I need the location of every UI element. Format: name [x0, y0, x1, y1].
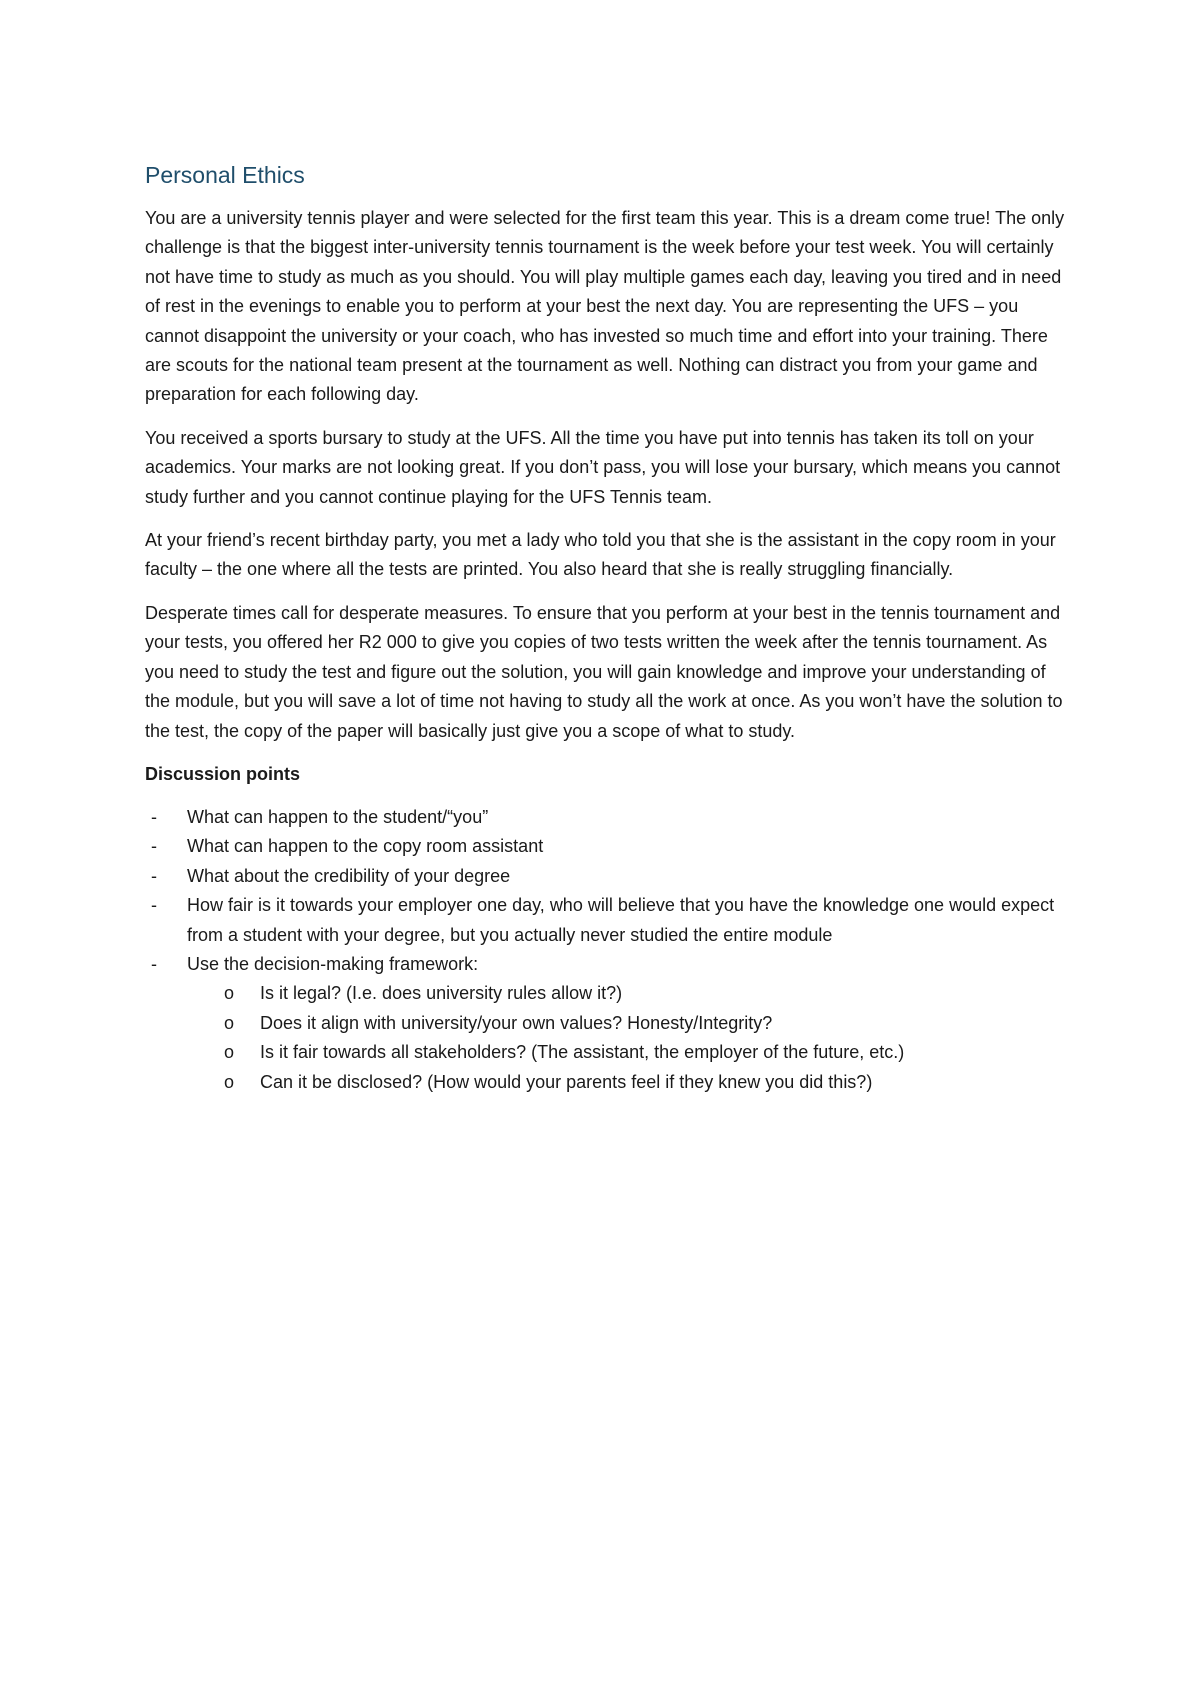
dash-bullet: - [151, 865, 157, 886]
discussion-heading: Discussion points [145, 763, 301, 784]
circle-bullet: o [224, 1071, 235, 1092]
dash-bullet: - [151, 953, 157, 974]
paragraph-intro: You are a university tennis player and were selected for the first team this year. This is a dream come true! The only challenge is that the biggest inter-university tennis tournament is the week before your test week. You will certainly not have time to study as much as you should. You will play multiple games each day, leaving you tired and in need of rest in the evenings to enable you to perform at your best the next day. You are representing the UFS – you cannot disappoint the university or your coach, who has invested so much time and effort into your training. There are scouts for the national team present at the tournament as well. Nothing can distract you from your game and preparation for each following day. [145, 208, 1065, 405]
sub-list-item-text: Does it align with university/your own values? Honesty/Integrity? [260, 1012, 773, 1033]
circle-bullet: o [224, 1042, 235, 1063]
dash-bullet: - [151, 806, 157, 827]
sub-list-item [145, 1009, 1065, 1038]
circle-bullet: o [224, 1012, 235, 1033]
list-item-text: How fair is it towards your employer one day, who will believe that you have the knowledge one would expect from a student with your degree, but you actually never studied the entire module [187, 895, 1055, 945]
document-page [145, 160, 1065, 1097]
sub-list-item-text: Is it fair towards all stakeholders? (The assistant, the employer of the future, etc.) [260, 1042, 905, 1063]
list-item [145, 862, 1065, 891]
list-item [145, 891, 1065, 950]
dash-bullet: - [151, 836, 157, 857]
list-item-text: What can happen to the copy room assistant [187, 836, 544, 857]
list-item [145, 803, 1065, 832]
list-item-text: What about the credibility of your degree [187, 865, 511, 886]
sub-list-item [145, 1038, 1065, 1067]
list-item-text: What can happen to the student/“you” [187, 806, 489, 827]
framework-list [145, 979, 1065, 1097]
sub-list-item-text: Is it legal? (I.e. does university rules allow it?) [260, 983, 623, 1004]
document-title: Personal Ethics [145, 162, 305, 188]
list-item-text: Use the decision-making framework: [187, 953, 479, 974]
paragraph-party: At your friend’s recent birthday party, you met a lady who told you that she is the assistant in the copy room in your faculty – the one where all the tests are printed. You also heard that she is really struggling financially. [145, 530, 1056, 580]
dash-bullet: - [151, 895, 157, 916]
discussion-list [145, 803, 1065, 979]
circle-bullet: o [224, 983, 235, 1004]
sub-list-item [145, 1068, 1065, 1097]
list-item [145, 832, 1065, 861]
sub-list-item [145, 979, 1065, 1008]
sub-list-item-text: Can it be disclosed? (How would your parents feel if they knew you did this?) [260, 1071, 873, 1092]
paragraph-measures: Desperate times call for desperate measures. To ensure that you perform at your best in the tennis tournament and your tests, you offered her R2 000 to give you copies of two tests written the week after the tennis tournament. As you need to study the test and figure out the solution, you will gain knowledge and improve your understanding of the module, but you will save a lot of time not having to study all the work at once. As you won’t have the solution to the test, the copy of the paper will basically just give you a scope of what to study. [145, 602, 1063, 741]
paragraph-bursary: You received a sports bursary to study at the UFS. All the time you have put into tennis has taken its toll on your academics. Your marks are not looking great. If you don’t pass, you will lose your bursary, which means you cannot study further and you cannot continue playing for the UFS Tennis team. [145, 427, 1061, 507]
list-item [145, 950, 1065, 979]
